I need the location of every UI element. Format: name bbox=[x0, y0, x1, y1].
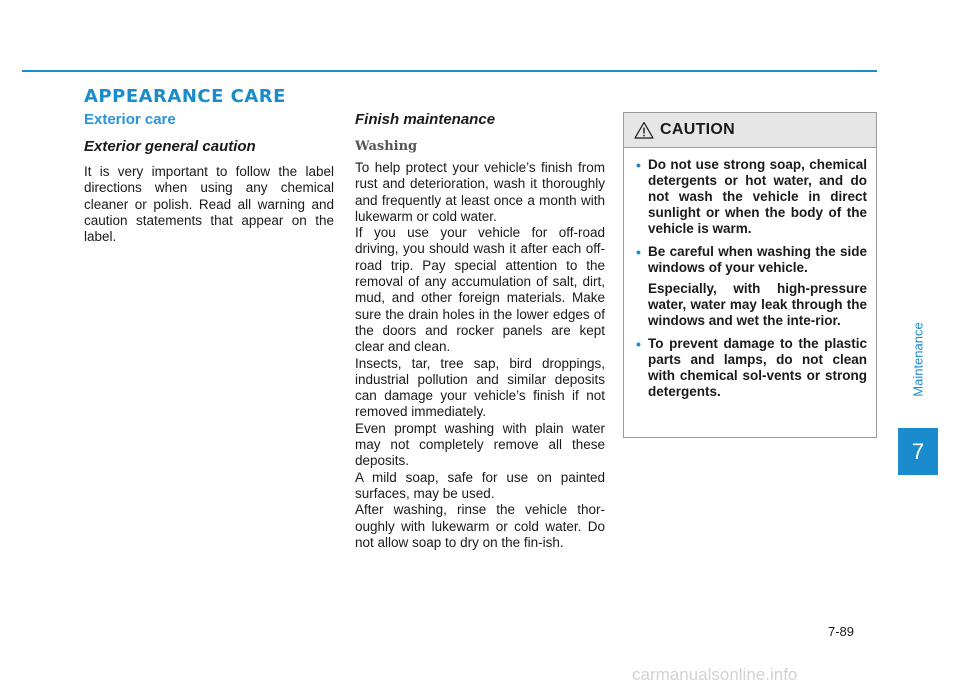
caution-header bbox=[624, 113, 876, 148]
caution-title: CAUTION bbox=[660, 121, 735, 138]
warning-triangle-icon bbox=[634, 121, 654, 139]
caution-body bbox=[624, 148, 876, 405]
bullet-icon: • bbox=[636, 244, 641, 260]
caution-box bbox=[623, 112, 877, 438]
washing-paragraph: Even prompt washing with plain water may not completely remove all these deposits. bbox=[355, 420, 605, 469]
exterior-general-caution-subheading: Exterior general caution bbox=[84, 138, 256, 155]
caution-item bbox=[636, 157, 867, 242]
washing-paragraph: Insects, tar, tree sap, bird droppings, industrial pollution and similar deposits can damage your vehicle’s finish if not removed immediately. bbox=[355, 355, 605, 420]
washing-paragraph: After washing, rinse the vehicle thor-oughly with lukewarm or cold water. Do not allow soap to dry on the fin-ish. bbox=[355, 502, 605, 550]
washing-paragraph: To help protect your vehicle’s finish from rust and deterioration, wash it thoroughly and frequently at least once a month with lukewarm or cold water. bbox=[355, 160, 605, 224]
washing-paragraph: A mild soap, safe for use on painted surfaces, may be used. bbox=[355, 469, 605, 501]
bullet-icon: • bbox=[636, 157, 641, 173]
middle-column bbox=[355, 110, 605, 551]
finish-maintenance-heading: Finish maintenance bbox=[355, 111, 496, 128]
bullet-icon: • bbox=[636, 336, 641, 352]
caution-item-text: Especially, with high-pressure water, water may leak through the windows and wet the inte-rior. bbox=[648, 281, 867, 328]
exterior-care-heading: Exterior care bbox=[84, 111, 176, 128]
caution-item bbox=[636, 244, 867, 334]
chapter-side-label bbox=[898, 300, 938, 418]
section-title: APPEARANCE CARE bbox=[84, 86, 286, 107]
chapter-number-tab: 7 bbox=[898, 428, 938, 475]
caution-item-text: Do not use strong soap, chemical detergents or hot water, and do not wash the vehicle in direct sunlight or when the body of the vehicle is warm. bbox=[648, 157, 867, 236]
washing-paragraph: If you use your vehicle for off-road driving, you should wash it after each off-road trip. Pay special attention to the removal of any accumulation of salt, dirt, mud, and other foreign materials. Make sure the drain holes in the lower edges of the doors and rocker panels are kept clear and clean. bbox=[355, 225, 605, 355]
washing-subheading: Washing bbox=[355, 139, 418, 154]
page-number: 7-89 bbox=[828, 624, 855, 639]
top-rule bbox=[22, 70, 877, 72]
watermark: carmanualsonline.info bbox=[632, 665, 798, 684]
caution-item bbox=[636, 336, 867, 405]
caution-item-text: Be careful when washing the side windows of your vehicle. bbox=[648, 244, 867, 275]
caution-item-text: To prevent damage to the plastic parts and lamps, do not clean with chemical sol-vents or strong detergents. bbox=[648, 336, 867, 399]
left-column bbox=[84, 110, 334, 245]
exterior-caution-paragraph: It is very important to follow the label directions when using any chemical cleaner or polish. Read all warning and caution statements that appear on the label. bbox=[84, 164, 334, 245]
chapter-side-label-text: Maintenance bbox=[910, 321, 926, 397]
